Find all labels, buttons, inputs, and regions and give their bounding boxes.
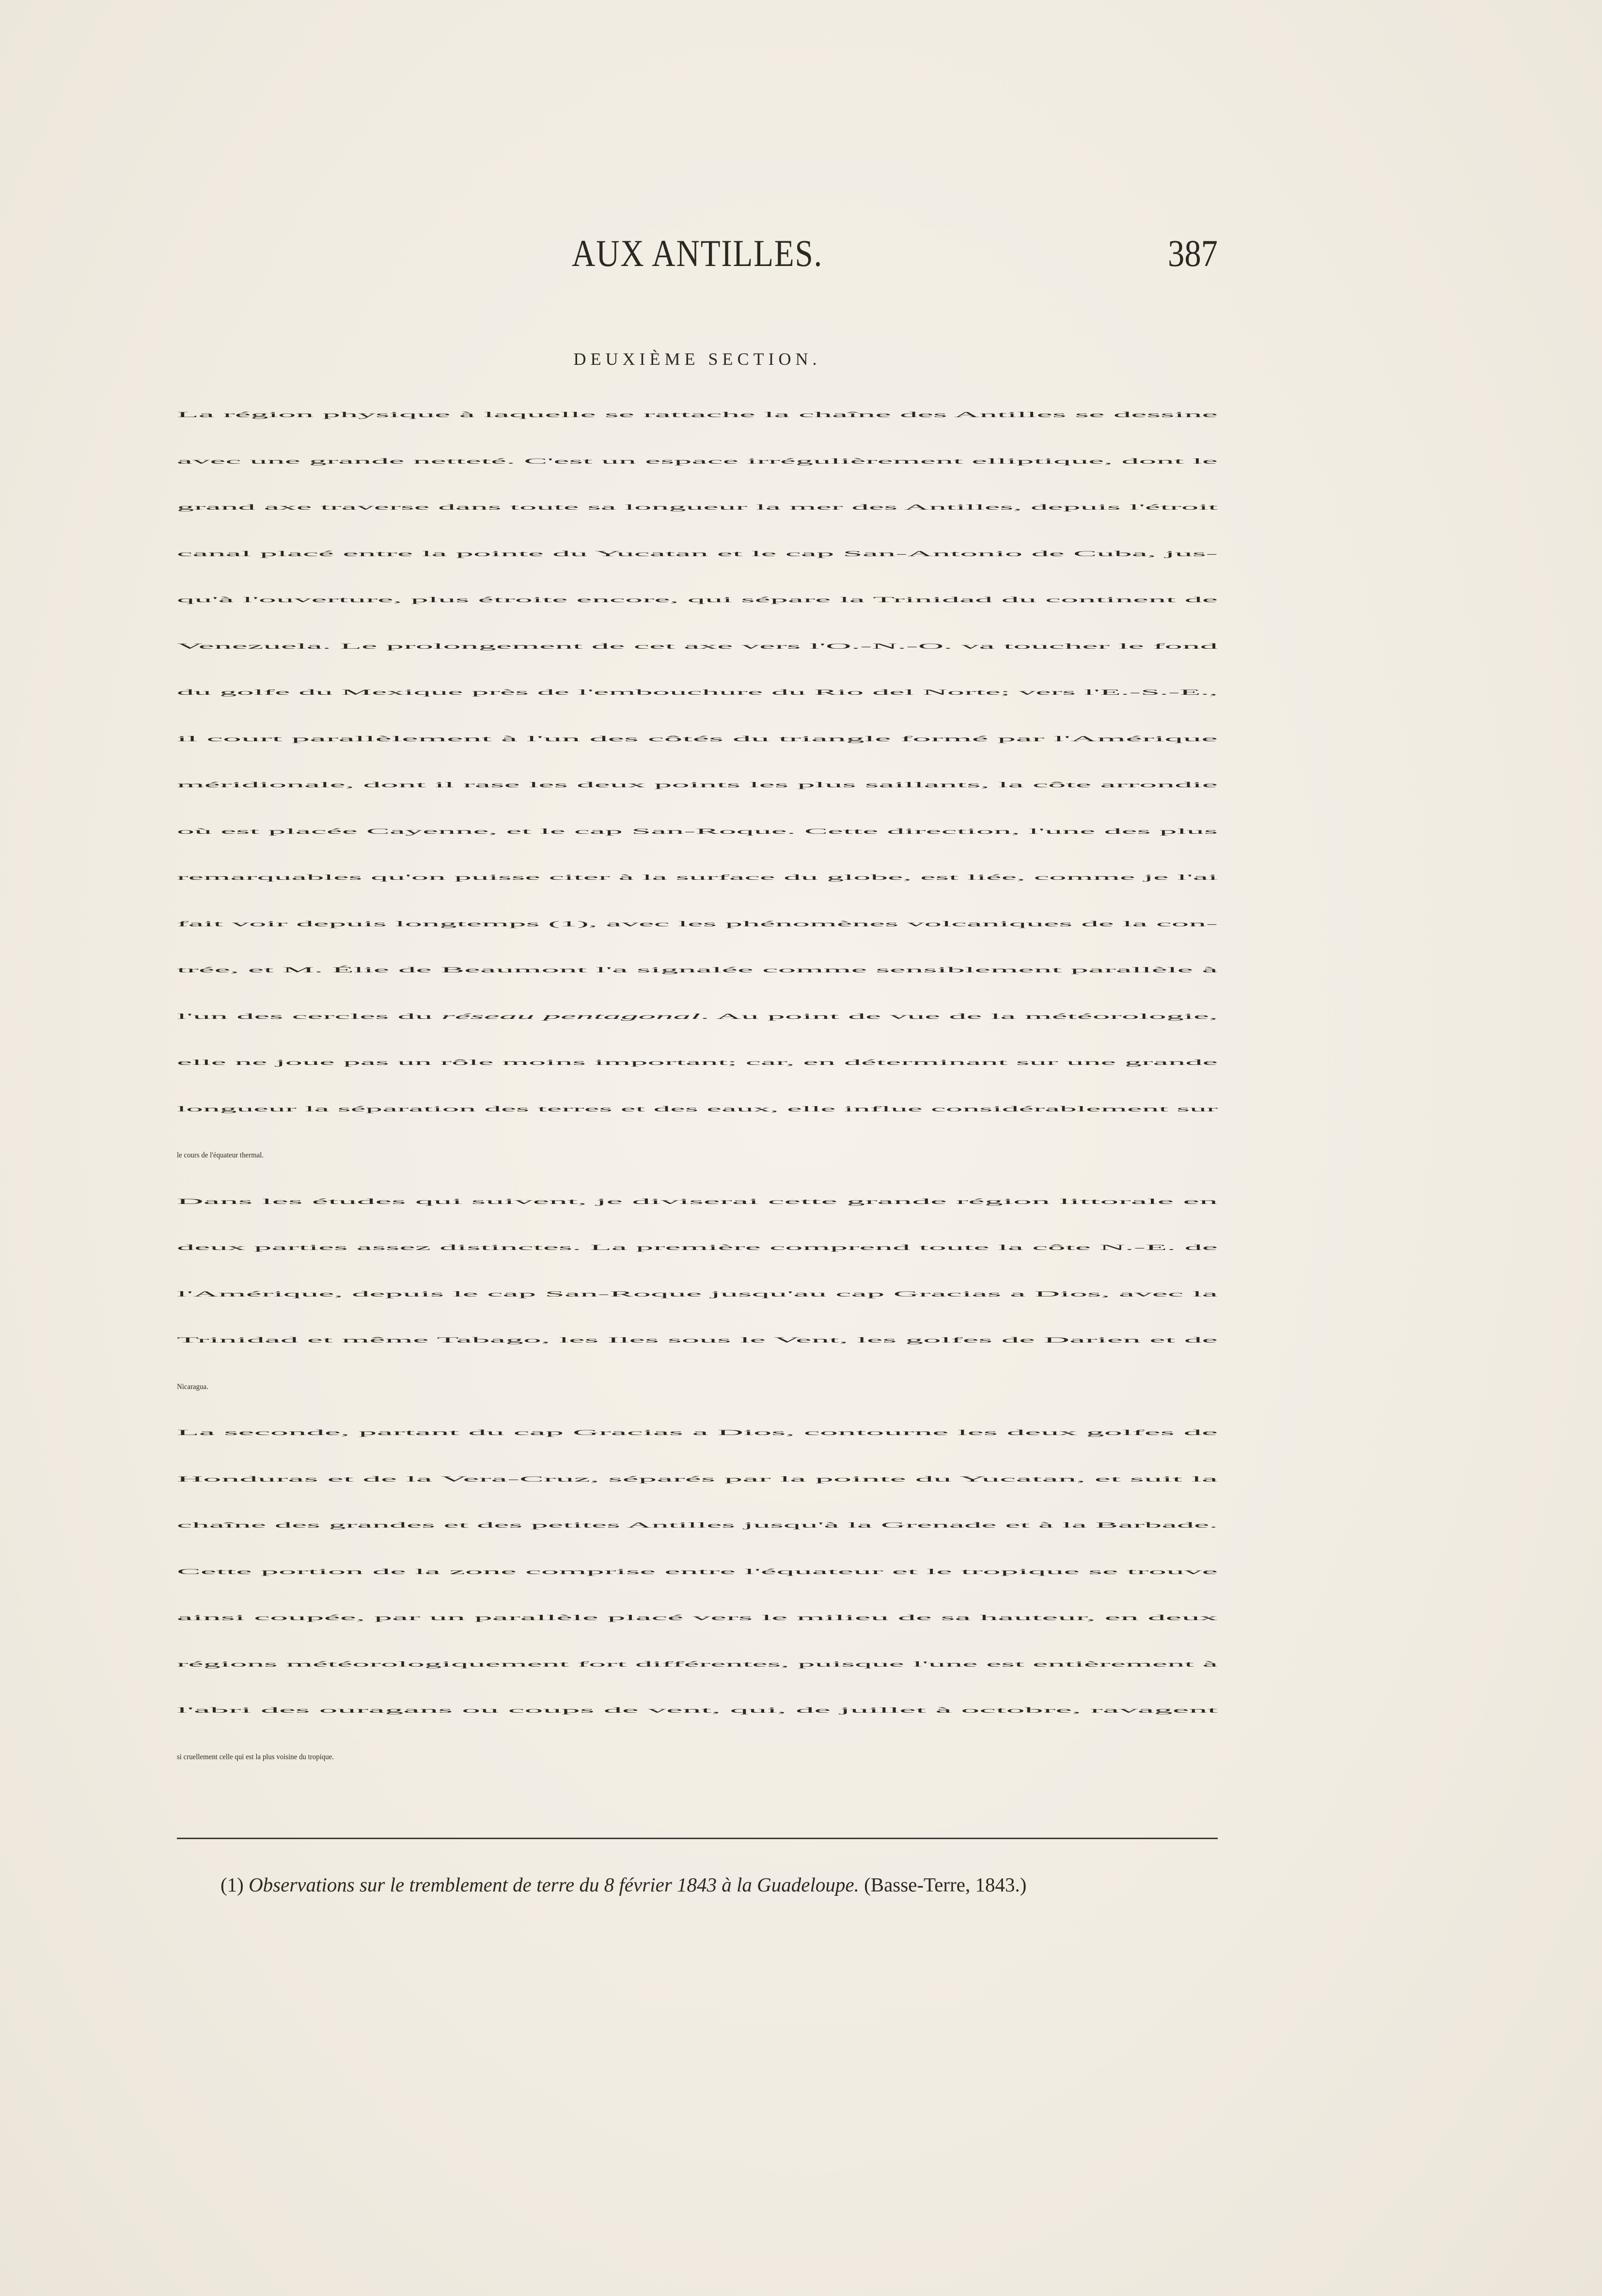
footnote-title: Observations sur le tremblement de terre du 8 février 1843 à la Guadeloupe. [249,1874,859,1896]
body-text [177,411,1218,1799]
text-line: Venezuela. Le prolongement de cet axe vers l'O.-N.-O. va toucher le fond [177,642,1218,651]
text-line: longueur la séparation des terres et des eaux, elle influe considérablement sur [177,1105,1218,1113]
text-line: si cruellement celle qui est la plus voisine du tropique. [177,1752,334,1761]
text-line: fait voir depuis longtemps (1), avec les phénomènes volcaniques de la con- [177,920,1218,928]
text-line: grand axe traverse dans toute sa longueur la mer des Antilles, depuis l'étroit [177,503,1218,512]
text-line: qu'à l'ouverture, plus étroite encore, qui sépare la Trinidad du continent de [177,596,1218,604]
text-line: méridionale, dont il rase les deux points les plus saillants, la côte arrondie [177,781,1218,789]
text-line: l'abri des ouragans ou coups de vent, qui, de juillet à octobre, ravagent [177,1706,1218,1715]
page-number: 387 [1168,232,1218,274]
text-line: Cette portion de la zone comprise entre l'équateur et le tropique se trouve [177,1567,1218,1576]
footnote-rule [177,1838,1218,1839]
text-line: avec une grande netteté. C'est un espace irrégulièrement elliptique, dont le [177,457,1218,466]
text-line: remarquables qu'on puisse citer à la surface du globe, est liée, comme je l'ai [177,874,1218,882]
text-line: deux parties assez distinctes. La première comprend toute la côte N.-E. de [177,1244,1218,1252]
text-line: La région physique à laquelle se rattache la chaîne des Antilles se dessine [177,411,1218,419]
text-line: l'Amérique, depuis le cap San-Roque jusqu'au cap Gracias a Dios, avec la [177,1290,1218,1298]
footnote-marker: (1) [220,1874,244,1896]
footnote-source: (Basse-Terre, 1843.) [864,1874,1027,1896]
text-line: chaîne des grandes et des petites Antilles jusqu'à la Grenade et à la Barbade. [177,1521,1218,1530]
page-header [177,232,1218,280]
text-line: il court parallèlement à l'un des côtés du triangle formé par l'Amérique [177,734,1218,743]
text-line: le cours de l'équateur thermal. [177,1151,264,1159]
text-line: Honduras et de la Vera-Cruz, séparés par la pointe du Yucatan, et suit la [177,1475,1218,1484]
running-title: AUX ANTILLES. [572,232,823,274]
text-line: Trinidad et même Tabago, les Iles sous le Vent, les golfes de Darien et de [177,1336,1218,1344]
text-line: trée, et M. Élie de Beaumont l'a signalée comme sensiblement parallèle à [177,966,1218,974]
text-line: l'un des cercles du réseau pentagonal. Au point de vue de la météorologie, [177,1012,1218,1021]
footnote [220,1870,1218,1899]
text-line: Dans les études qui suivent, je diviserai cette grande région littorale en [177,1197,1218,1206]
text-line: canal placé entre la pointe du Yucatan et le cap San-Antonio de Cuba, jus- [177,549,1218,558]
section-heading: DEUXIÈME SECTION. [573,349,821,369]
text-line: elle ne joue pas un rôle moins important; car, en déterminant sur une grande [177,1059,1218,1067]
text-line: La seconde, partant du cap Gracias a Dios, contourne les deux golfes de [177,1429,1218,1437]
text-line: ainsi coupée, par un parallèle placé vers le milieu de sa hauteur, en deux [177,1614,1218,1622]
text-line: Nicaragua. [177,1382,208,1391]
text-line: du golfe du Mexique près de l'embouchure du Rio del Norte; vers l'E.-S.-E., [177,688,1218,697]
text-line: régions météorologiquement fort différentes, puisque l'une est entièrement à [177,1660,1218,1669]
text-line: où est placée Cayenne, et le cap San-Roque. Cette direction, l'une des plus [177,827,1218,836]
